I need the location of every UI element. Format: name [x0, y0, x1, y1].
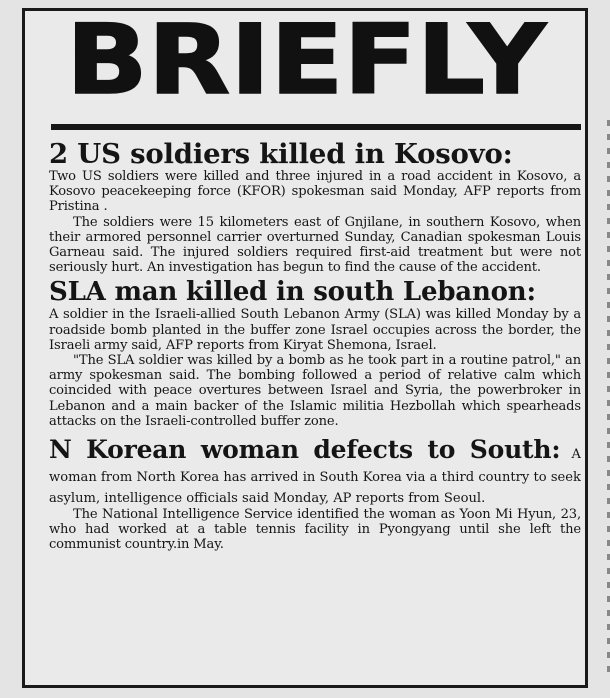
briefly-box: [22, 8, 588, 688]
briefly-logo: [61, 19, 551, 97]
briefly-masthead: [61, 19, 551, 97]
masthead-rule: [51, 124, 581, 130]
masthead-title: BRIEFLY: [66, 19, 548, 97]
headline: 2 US soldiers killed in Kosovo:: [49, 138, 513, 170]
paragraph: A soldier in the Israeli-allied South Lebanon Army (SLA) was killed Monday by a roadside bomb planted in the buffer zone Israel occupies across the border, the Israeli army said, AFP reports from Kiryat Shemona, Israel.: [49, 307, 581, 353]
paragraph: The National Intelligence Service identified the woman as Yoon Mi Hyun, 23, who had worked at a table tennis facility in Pyongyang until she left the communist country.in May.: [49, 507, 581, 553]
story-lebanon: [49, 277, 581, 429]
headline: SLA man killed in south Lebanon:: [49, 277, 536, 308]
headline: N Korean woman defects to South:: [49, 435, 561, 465]
paragraph: The soldiers were 15 kilometers east of Gnjilane, in southern Kosovo, when their armored personnel carrier overturned Sunday, Canadian spokesman Louis Garneau said. The injured soldiers required first-aid treatment but were not seriously hurt. An investigation has begun to find the cause of the accident.: [49, 214, 581, 276]
stories: [49, 139, 581, 555]
paragraph: "The SLA soldier was killed by a bomb as he took part in a routine patrol," an army spokesman said. The bombing followed a period of relative calm which coincided with peace overtures between Israel and Syria, the powerbroker in Lebanon and a main backer of the Islamic militia Hezbollah which spearheads attacks on the Israeli-controlled buffer zone.: [49, 353, 581, 429]
story-korea: [49, 435, 581, 553]
paragraph: A woman from North Korea has arrived in South Korea via a third country to seek asylum, intelligence officials said Monday, AP reports from Seoul.: [49, 447, 581, 507]
story-kosovo: [49, 139, 581, 275]
paragraph: Two US soldiers were killed and three injured in a road accident in Kosovo, a Kosovo peacekeeping force (KFOR) spokesman said Monday, AFP reports from Pristina .: [49, 169, 581, 215]
